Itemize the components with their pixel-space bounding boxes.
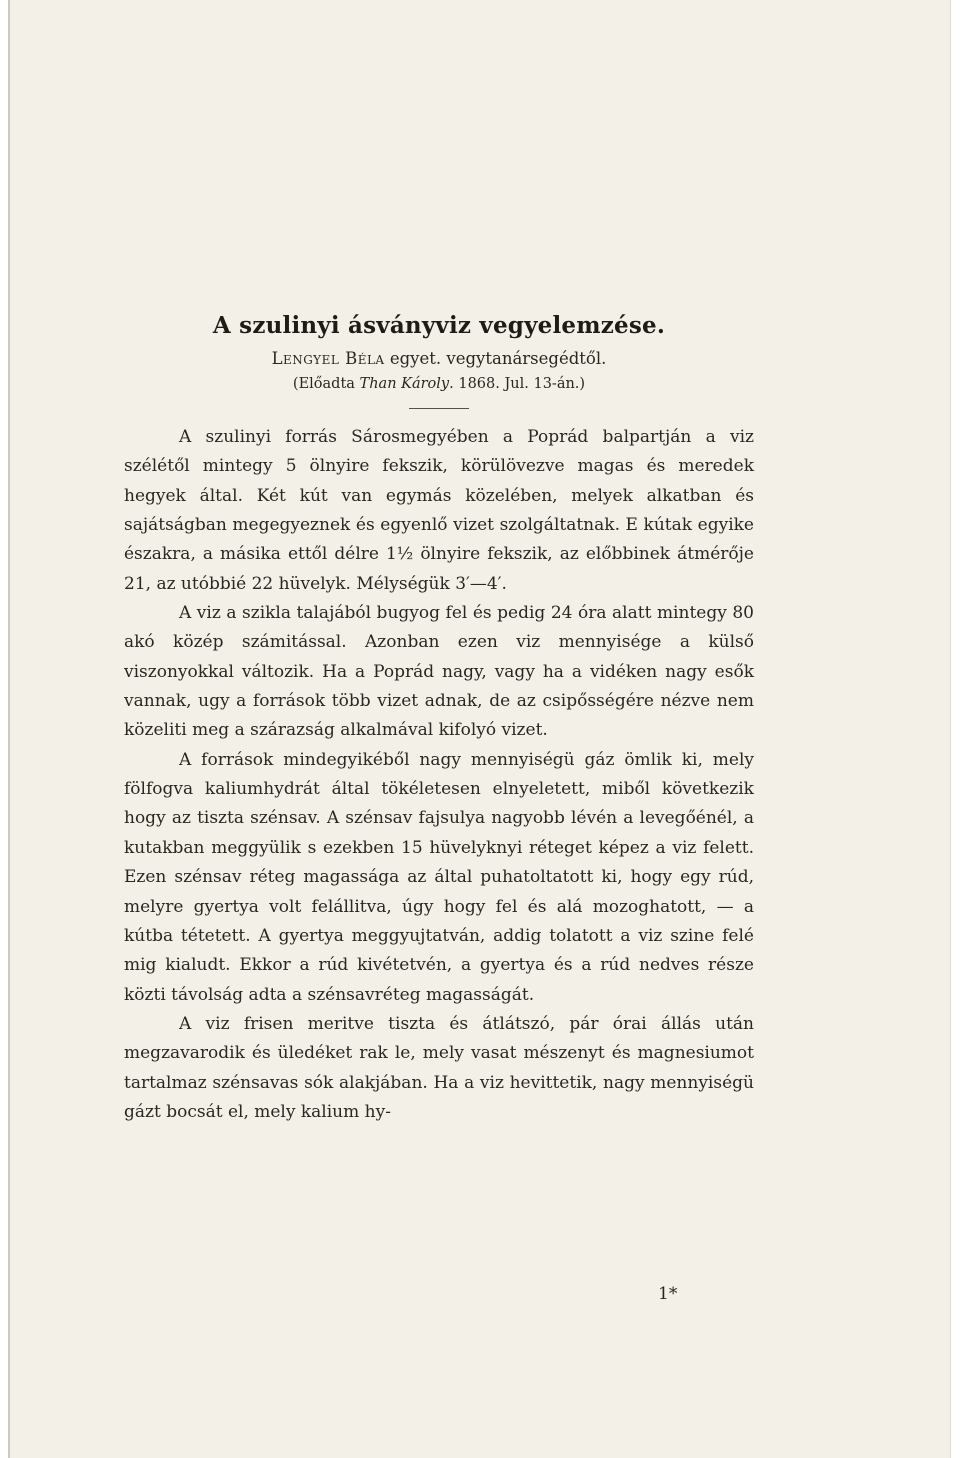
note-suffix: . 1868. Jul. 13-án.) [449, 376, 586, 392]
note-presenter: Than Károly [359, 376, 450, 392]
article [124, 312, 754, 1127]
paragraph-1: A szulinyi forrás Sárosmegyében a Poprád balpartján a viz szélétől mintegy 5 ölnyire fekszik, körülövezve magas és meredek hegyek által. Két kút van egymás közelében, melyek alkatban és sajátságban megegyeznek és egyenlő vizet szolgáltatnak. E kútak egyike északra, a másika ettől délre 1½ ölnyire fekszik, az előbbinek átmérője 21, az utóbbié 22 hüvelyk. Mélységük 3′—4′. [124, 427, 754, 594]
paragraph-3: A források mindegyikéből nagy mennyiségü gáz ömlik ki, mely fölfogva kaliumhydrát által tökéletesen elnyeletett, miből következik hogy az tiszta szénsav. A szénsav fajsulya nagyobb lévén a levegőénél, a kutakban meggyülik s ezekben 15 hüvelyknyi réteget képez a viz felett. Ezen szénsav réteg magassága az által puhatoltatott ki, hogy egy rúd, melyre gyertya volt felállitva, úgy hogy fel és alá mozoghatott, — a kútba tétetett. A gyertya meggyujtatván, addig tolatott a viz szine felé mig kialudt. Ekkor a rúd kivétetvén, a gyertya és a rúd nedves része közti távolság adta a szénsavréteg magasságát. [124, 749, 754, 1005]
author-line [124, 349, 754, 368]
paragraph-4: A viz frisen meritve tiszta és átlátszó, pár órai állás után megzavarodik és üledéket rak le, mely vasat mészenyt és magnesiumot tartalmaz szénsavas sók alakjában. Ha a viz hevittetik, nagy mennyiségü gázt bocsát el, mely kalium hy- [124, 1013, 754, 1122]
paragraph-2: A viz a szikla talajából bugyog fel és pedig 24 óra alatt mintegy 80 akó közép számitással. Azonban ezen viz mennyisége a külső viszonyokkal változik. Ha a Poprád nagy, vagy ha a vidéken nagy esők vannak, ugy a források több vizet adnak, de az csipősségére nézve nem közeliti meg a szárazság alkalmával kifolyó vizet. [124, 603, 754, 741]
printer-signature-mark: 1* [658, 1284, 678, 1304]
author-name: Lengyel Béla [271, 349, 385, 368]
note-prefix: (Előadta [292, 376, 360, 392]
author-role: egyet. vegytanársegédtől. [389, 349, 607, 368]
title-separator [409, 408, 469, 409]
presentation-note [124, 376, 754, 392]
article-title: A szulinyi ásványviz vegyelemzése. [212, 312, 666, 339]
document-page [8, 0, 951, 1458]
article-body [124, 423, 754, 1127]
